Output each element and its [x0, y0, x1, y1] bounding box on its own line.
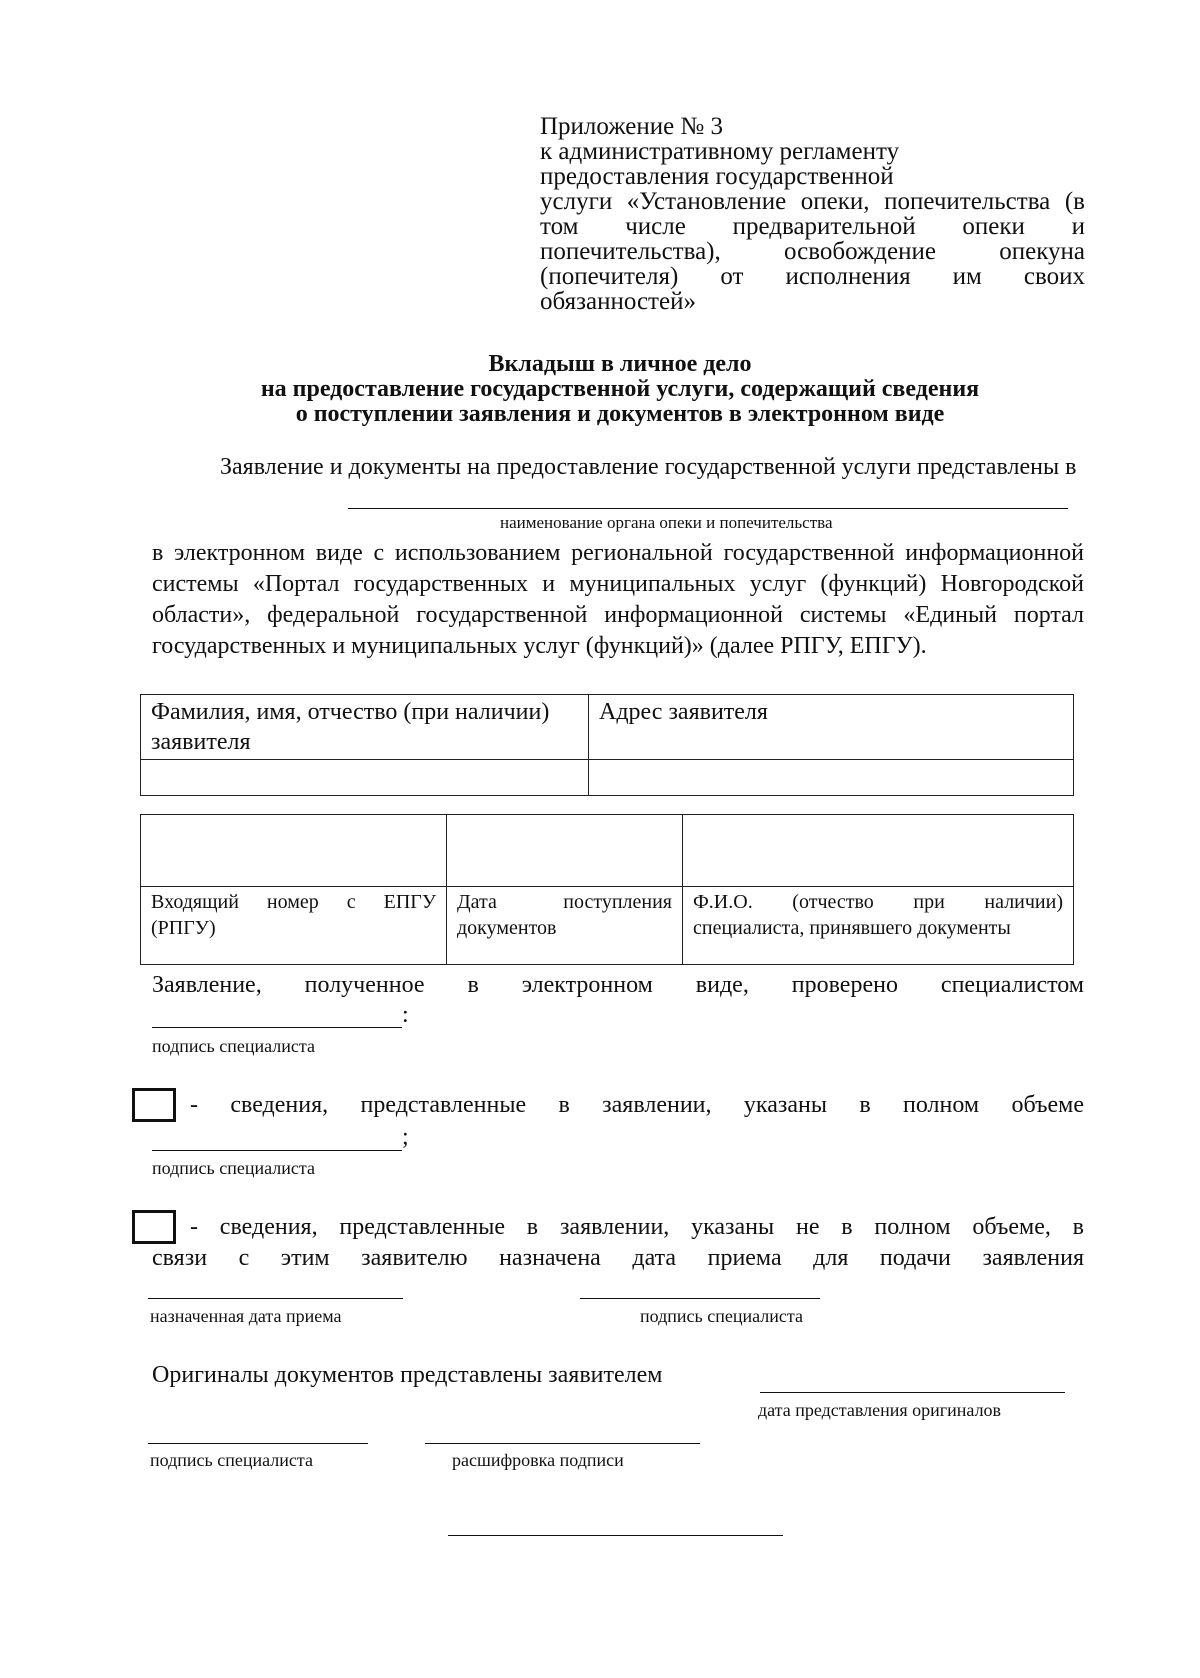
receipt-date-cell[interactable] [447, 815, 683, 887]
intro-text: Заявление и документы на предоставление государственной услуги представлены в [220, 454, 1077, 480]
partial-info-checkbox[interactable] [132, 1210, 176, 1244]
specialist-signature-line[interactable] [152, 1150, 402, 1151]
colon-mark: : [402, 1002, 409, 1028]
appendix-service-name: услуги «Установление опеки, попечительства (в том числе предварительной опеки и попечительства), освобождение опекуна (попечителя) от исполнения им своих обязанностей» [540, 188, 1085, 315]
registration-table [140, 814, 1074, 965]
appendix-line: к административному регламенту [540, 138, 900, 165]
title-line: на предоставление государственной услуги, содержащий сведения [260, 376, 980, 402]
receipt-date-header: Дата поступления документов [447, 887, 683, 965]
specialist-signature-line[interactable] [148, 1443, 368, 1444]
partial-info-statement-cont: связи с этим заявителю назначена дата приема для подачи заявления [152, 1245, 1084, 1271]
appendix-line: предоставления государственной [540, 163, 894, 190]
signature-decode-line[interactable] [425, 1443, 700, 1444]
checked-statement: Заявление, полученное в электронном виде, проверено специалистом [152, 972, 1084, 998]
partial-info-statement: - сведения, представленные в заявлении, указаны не в полном объеме, в [190, 1214, 1084, 1240]
document-title [150, 352, 1090, 427]
applicant-name-cell[interactable] [141, 760, 589, 796]
specialist-name-cell[interactable] [683, 815, 1074, 887]
signature-caption: подпись специалиста [152, 1158, 315, 1178]
incoming-number-cell[interactable] [141, 815, 447, 887]
applicant-table [140, 694, 1074, 796]
authority-name-line[interactable] [348, 508, 1068, 509]
signature-caption: подпись специалиста [640, 1306, 803, 1326]
appointment-date-line[interactable] [148, 1298, 403, 1299]
decode-caption: расшифровка подписи [452, 1450, 624, 1470]
incoming-number-header: Входящий номер с ЕПГУ (РПГУ) [141, 887, 447, 965]
signature-caption: подпись специалиста [150, 1450, 313, 1470]
title-line: о поступлении заявления и документов в электронном виде [295, 401, 945, 427]
specialist-name-header: Ф.И.О. (отчество при наличии) специалиста, принявшего документы [683, 887, 1074, 965]
full-info-statement: - сведения, представленные в заявлении, указаны в полном объеме [190, 1092, 1084, 1118]
applicant-name-header: Фамилия, имя, отчество (при наличии) заявителя [141, 695, 589, 760]
intro-paragraph [152, 452, 1084, 483]
applicant-address-cell[interactable] [589, 760, 1074, 796]
applicant-address-header: Адрес заявителя [589, 695, 1074, 760]
specialist-signature-line[interactable] [152, 1027, 402, 1028]
authority-caption: наименование органа опеки и попечительства [500, 513, 833, 532]
originals-statement: Оригиналы документов представлены заявителем [152, 1362, 663, 1388]
appointment-date-caption: назначенная дата приема [150, 1306, 342, 1326]
intro-paragraph-end: в электронном виде с использованием региональной государственной информационной системы «Портал государственных и муниципальных услуг (функций) Новгородской области», федеральной государственной информационной системы «Единый портал государственных и муниципальных услуг (функций)» (далее РПГУ, ЕПГУ). [152, 540, 1084, 659]
title-line: Вкладыш в личное дело [488, 351, 752, 377]
appendix-header [540, 114, 1085, 314]
originals-date-caption: дата представления оригиналов [758, 1400, 1002, 1420]
semicolon-mark: ; [402, 1124, 409, 1150]
bottom-separator [448, 1535, 783, 1536]
originals-date-line[interactable] [760, 1392, 1065, 1393]
full-info-checkbox[interactable] [132, 1088, 176, 1122]
specialist-signature-line[interactable] [580, 1298, 820, 1299]
appendix-number: Приложение № 3 [540, 113, 724, 140]
signature-caption: подпись специалиста [152, 1036, 315, 1056]
